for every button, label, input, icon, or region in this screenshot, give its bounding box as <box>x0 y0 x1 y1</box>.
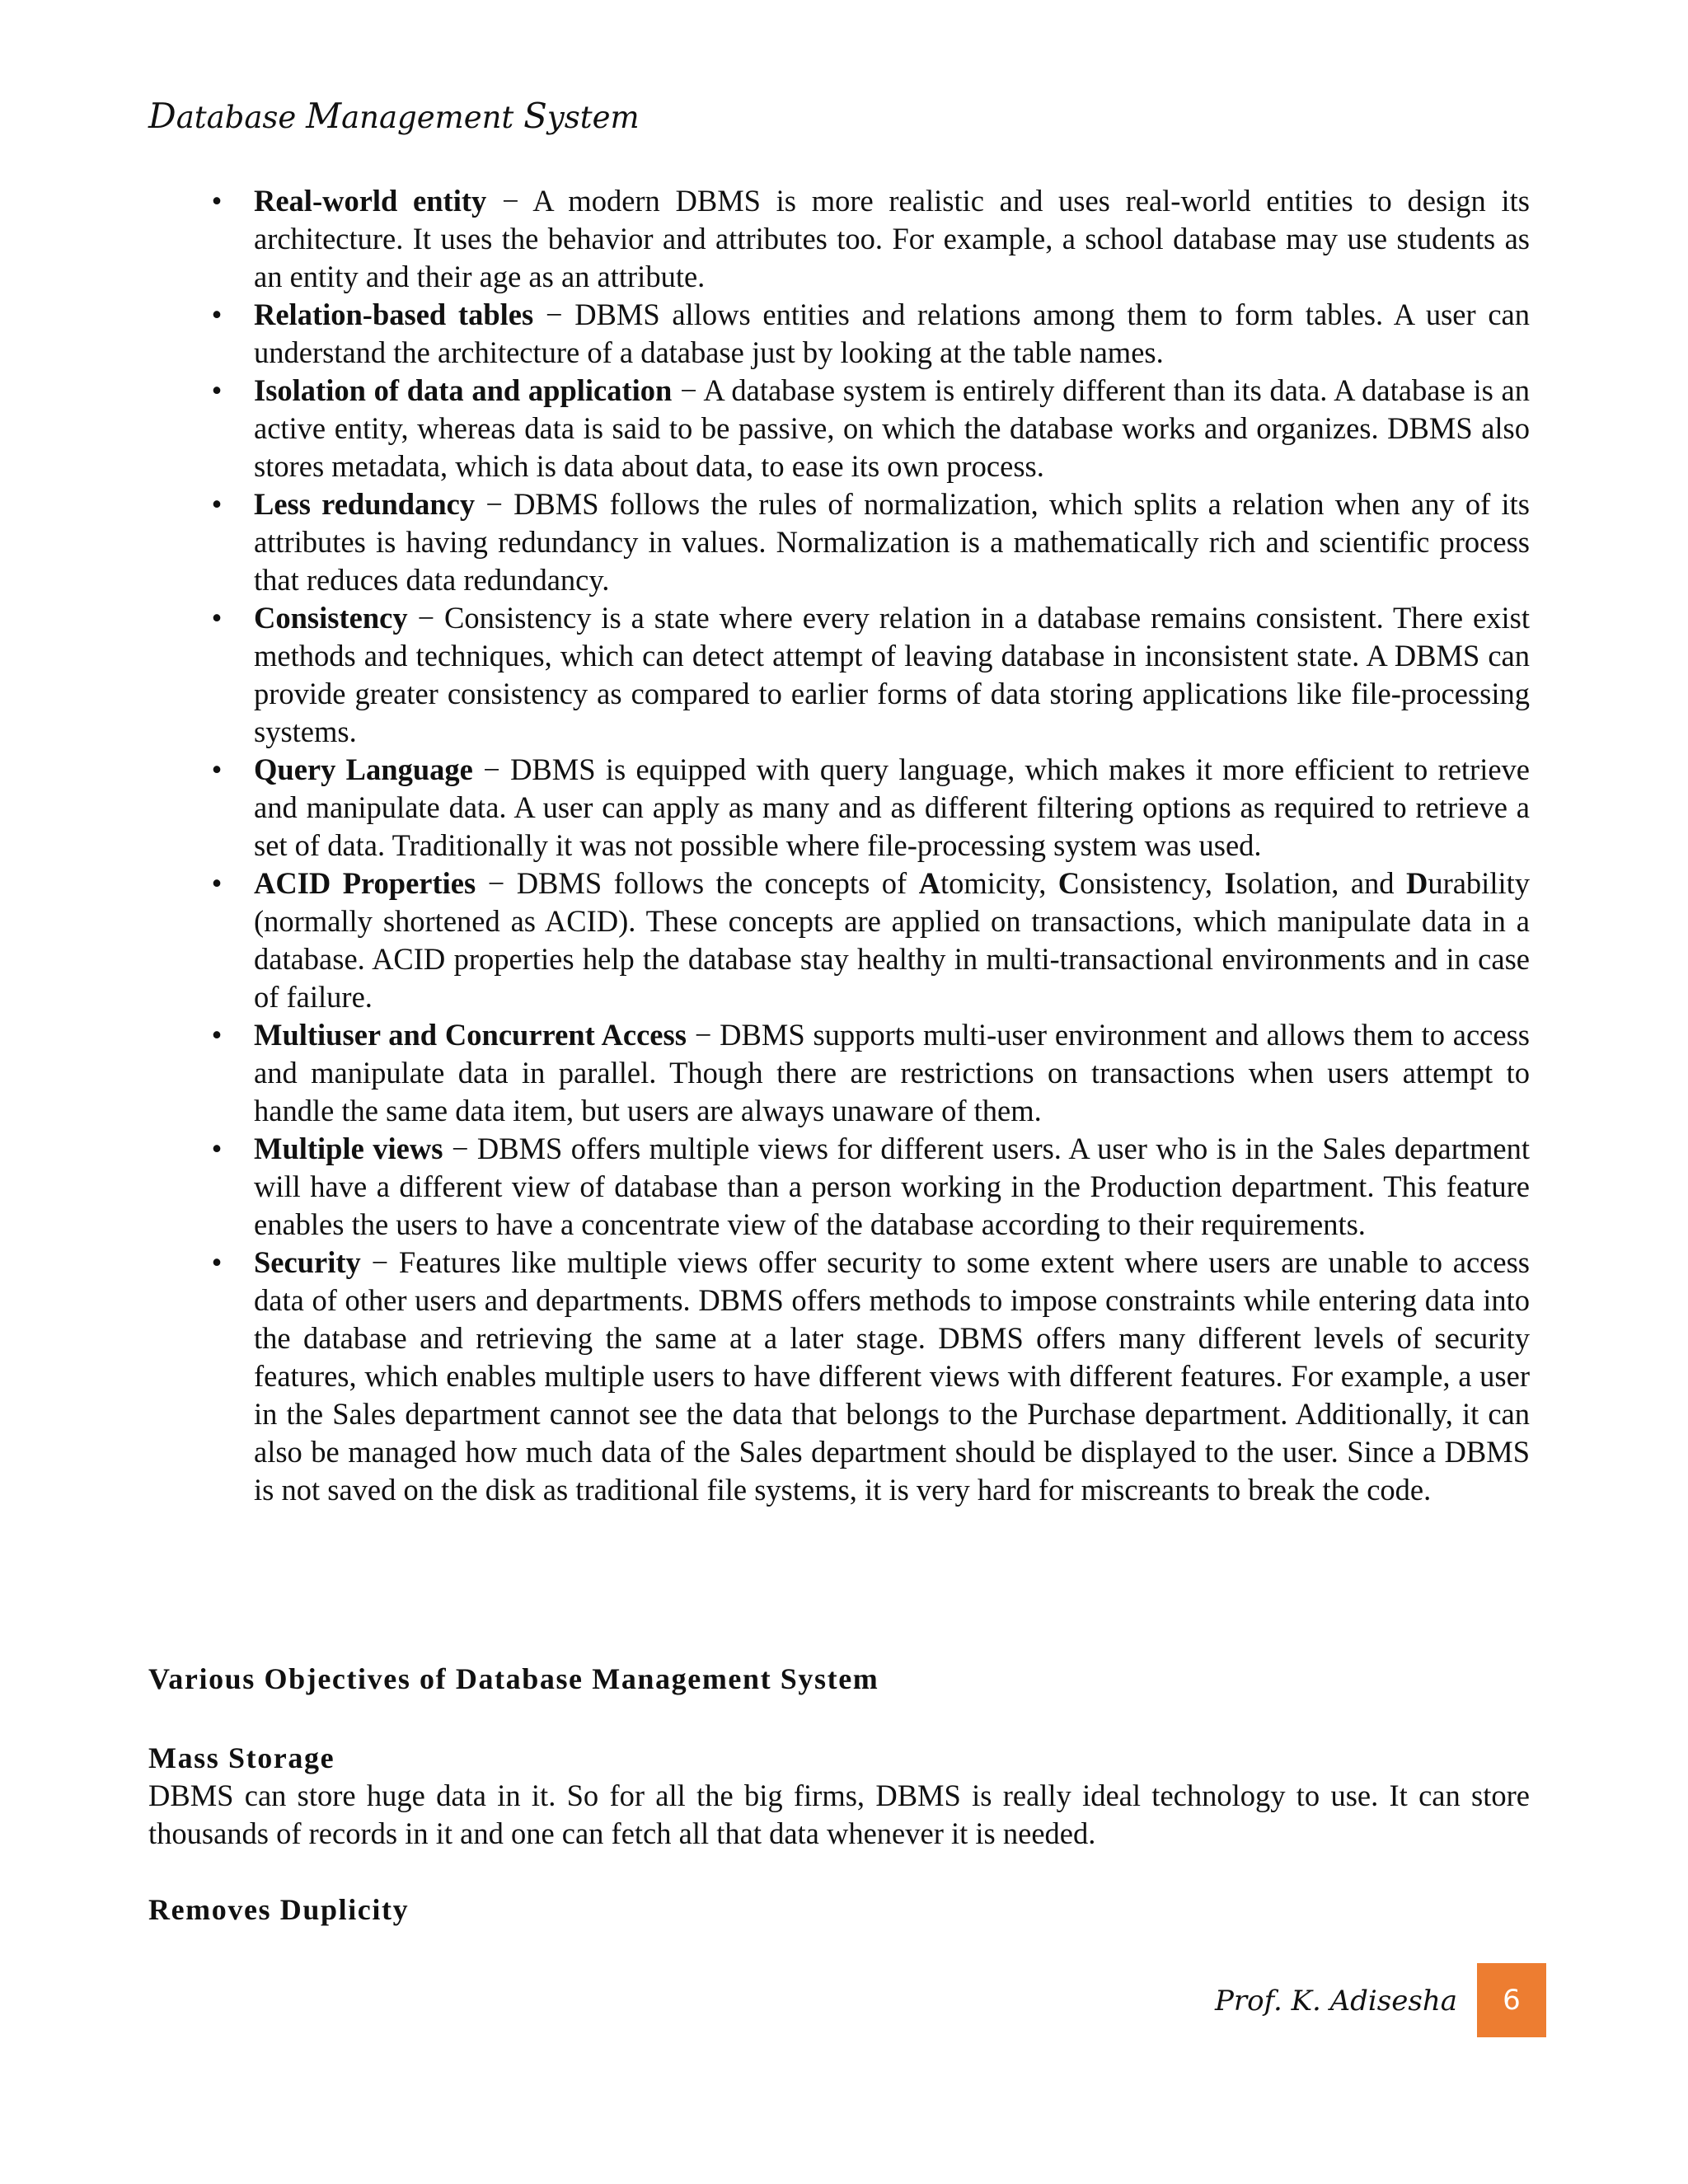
item-term: Consistency <box>254 601 408 635</box>
item-term: Isolation of data and application <box>254 373 673 407</box>
list-item <box>211 1244 1530 1509</box>
features-list <box>211 182 1531 1509</box>
item-text: A database system is entirely different than its data. A database is an active entity, whereas data is said to be passive, on which the database works and organizes. DBMS also stores metadata, which is data about data, to ease its own process. <box>254 373 1531 483</box>
item-text: Features like multiple views offer security to some extent where users are unable to access data of other users and departments. DBMS offers methods to impose constraints while entering data into the database and retrieving the same at a later stage. DBMS offers many different levels of security features, which enables multiple users to have different views with different features. For example, a user in the Sales department cannot see the data that belongs to the Purchase department. Additionally, it can also be managed how much data of the Sales department should be displayed to the user. Since a DBMS is not saved on the disk as traditional file systems, it is very hard for miscreants to break the code. <box>254 1245 1530 1507</box>
list-item <box>211 1130 1530 1244</box>
header-text: atabase <box>176 100 307 135</box>
item-term: ACID Properties <box>254 866 476 900</box>
list-item <box>211 182 1530 296</box>
bullet-icon: • <box>211 1245 223 1279</box>
item-separator: − <box>443 1132 477 1165</box>
item-text: DBMS allows entities and relations among them to form tables. A user can understand the architecture of a database just by looking at the table names. <box>254 298 1530 369</box>
list-item <box>211 751 1530 865</box>
header-cap: M <box>306 96 342 136</box>
header-cap: S <box>523 96 547 136</box>
item-separator: − <box>533 298 575 331</box>
bullet-icon: • <box>211 601 223 635</box>
item-separator: − <box>672 373 704 407</box>
bullet-icon: • <box>211 752 223 786</box>
item-separator: − <box>407 601 445 635</box>
bullet-icon: • <box>211 1018 223 1052</box>
page-number-badge: 6 <box>1477 1963 1546 2037</box>
objectives-heading: Various Objectives of Database Management System <box>148 1662 879 1695</box>
item-term: Real-world entity <box>254 184 487 218</box>
list-item-acid <box>211 865 1530 1016</box>
bullet-icon: • <box>211 487 223 521</box>
item-term: Multiple views <box>254 1132 443 1165</box>
acid-lead: DBMS follows the concepts of <box>516 866 919 900</box>
item-text: DBMS is equipped with query language, which makes it more efficient to retrieve and manipulate data. A user can apply as many and as different filtering options as required to retrieve a set of data. Traditionally it was not possible where file-processing system was used. <box>254 752 1530 862</box>
item-term: Multiuser and Concurrent Access <box>254 1018 687 1052</box>
footer-author: Prof. K. Adisesha <box>1215 1985 1457 2018</box>
item-text: DBMS offers multiple views for different users. A user who is in the Sales department will have a different view of database than a person working in the Production department. This feature enables the users to have a concentrate view of the database according to their requirements. <box>254 1132 1530 1241</box>
item-term: Relation-based tables <box>254 298 534 331</box>
item-separator: − <box>360 1245 399 1279</box>
item-term: Query Language <box>254 752 473 786</box>
item-separator: − <box>686 1018 720 1052</box>
removes-duplicity-heading: Removes Duplicity <box>148 1893 410 1926</box>
list-item <box>211 296 1530 372</box>
mass-storage-text: DBMS can store huge data in it. So for all the big firms, DBMS is really ideal technology to use. It can store thousands of records in it and one can fetch all that data whenever it is needed. <box>148 1779 1530 1850</box>
bullet-icon: • <box>211 1132 223 1165</box>
bullet-icon: • <box>211 184 223 218</box>
list-item <box>211 599 1530 751</box>
acid-letter: I <box>1224 866 1236 900</box>
header-text: anagement <box>341 100 524 135</box>
mass-storage-section <box>148 1739 1530 1929</box>
acid-letter: A <box>918 866 940 900</box>
item-separator: − <box>476 866 517 900</box>
list-item <box>211 485 1530 599</box>
item-separator: − <box>486 184 533 218</box>
acid-word: urability (normally shortened as ACID). These concepts are applied on transactions, which manipulate data in a database. ACID properties help the database stay healthy in multi-transactional environments and in case of failure. <box>254 866 1530 1014</box>
mass-storage-heading: Mass Storage <box>148 1741 335 1774</box>
item-separator: − <box>475 487 514 521</box>
acid-word: solation, and <box>1236 866 1406 900</box>
acid-word: tomicity, <box>940 866 1058 900</box>
acid-letter: D <box>1405 866 1428 900</box>
item-text: DBMS supports multi-user environment and allows them to access and manipulate data in parallel. Though there are restrictions on transactions when users attempt to handle the same data item, but users are always unaware of them. <box>254 1018 1530 1127</box>
header-text: ystem <box>546 100 640 135</box>
item-term: Less redundancy <box>254 487 476 521</box>
acid-letter: C <box>1057 866 1081 900</box>
bullet-icon: • <box>211 298 223 331</box>
acid-word: onsistency, <box>1080 866 1225 900</box>
item-text: A modern DBMS is more realistic and uses real-world entities to design its architecture. It uses the behavior and attributes too. For example, a school database may use students as an entity and their age as an attribute. <box>254 184 1530 293</box>
running-header <box>148 96 640 136</box>
bullet-icon: • <box>211 373 223 407</box>
header-cap: D <box>148 96 176 136</box>
item-text: DBMS follows the rules of normalization, which splits a relation when any of its attributes is having redundancy in values. Normalization is a mathematically rich and scientific process that reduces data redundancy. <box>254 487 1530 597</box>
objectives-section <box>148 1660 1530 1698</box>
list-item <box>211 372 1531 485</box>
bullet-icon: • <box>211 866 223 900</box>
item-text: Consistency is a state where every relation in a database remains consistent. There exist methods and techniques, which can detect attempt of leaving database in inconsistent state. A DBMS can provide greater consistency as compared to earlier forms of data storing applications like file-processing systems. <box>254 601 1530 748</box>
item-separator: − <box>472 752 511 786</box>
item-term: Security <box>254 1245 361 1279</box>
list-item <box>211 1016 1530 1130</box>
